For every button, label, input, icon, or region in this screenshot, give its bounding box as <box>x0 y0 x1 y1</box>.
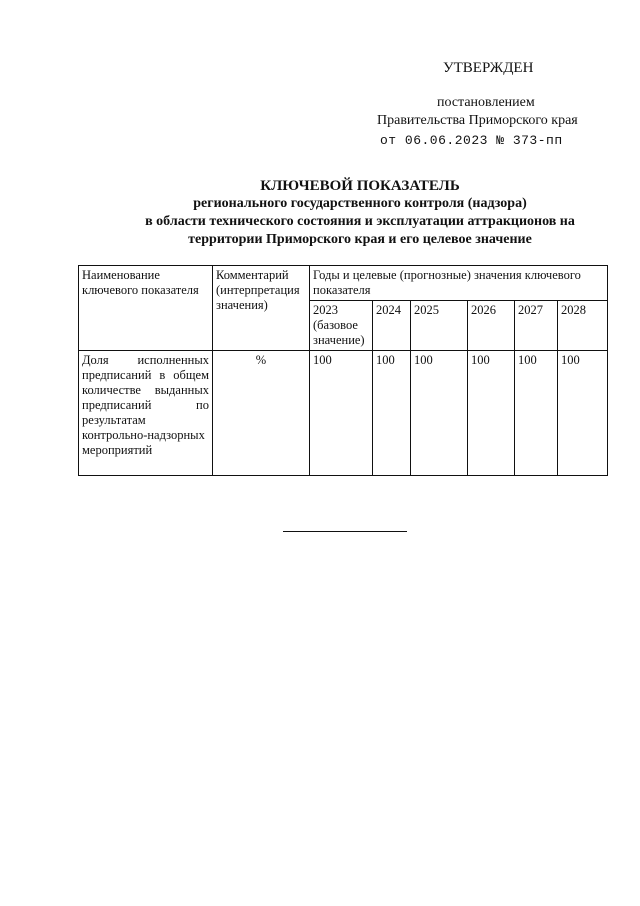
document-title-block <box>100 177 620 249</box>
year-cell: 2026 <box>468 301 515 351</box>
year-cell: 2028 <box>558 301 608 351</box>
document-subtitle-line-3: территории Приморского края и его целевое значение <box>188 232 532 247</box>
year-cell: 2025 <box>411 301 468 351</box>
indicator-comment-cell: % <box>213 351 310 476</box>
value-cell: 100 <box>558 351 608 476</box>
year-cell: 2024 <box>373 301 411 351</box>
document-title: КЛЮЧЕВОЙ ПОКАЗАТЕЛЬ <box>260 178 460 194</box>
value-cell: 100 <box>411 351 468 476</box>
year-cell: 2027 <box>515 301 558 351</box>
header-years: Годы и целевые (прогнозные) значения ключевого показателя <box>310 266 608 301</box>
document-subtitle-line-1: регионального государственного контроля (надзора) <box>193 196 527 211</box>
indicator-name-cell: Доля исполненных предписаний в общем количестве выданных предписаний по результатам контрольно-надзорных мероприятий <box>79 351 213 476</box>
document-subtitle-line-2: в области технического состояния и эксплуатации аттракционов на <box>145 214 575 229</box>
key-indicator-table <box>78 265 608 476</box>
table-row <box>79 351 608 476</box>
end-separator-line <box>283 531 407 532</box>
value-cell: 100 <box>515 351 558 476</box>
decree-reference: от 06.06.2023 № 373-пп <box>380 133 563 148</box>
approved-stamp-heading: УТВЕРЖДЕН <box>443 60 534 76</box>
header-comment: Комментарий (интерпретация значения) <box>213 266 310 351</box>
government-name: Правительства Приморского края <box>377 113 578 128</box>
value-cell: 100 <box>468 351 515 476</box>
value-cell: 100 <box>373 351 411 476</box>
table-header-row <box>79 266 608 301</box>
year-cell: 2023 (базовое значение) <box>310 301 373 351</box>
header-indicator-name: Наименование ключевого показателя <box>79 266 213 351</box>
approved-by-decree: постановлением <box>437 95 535 110</box>
value-cell: 100 <box>310 351 373 476</box>
